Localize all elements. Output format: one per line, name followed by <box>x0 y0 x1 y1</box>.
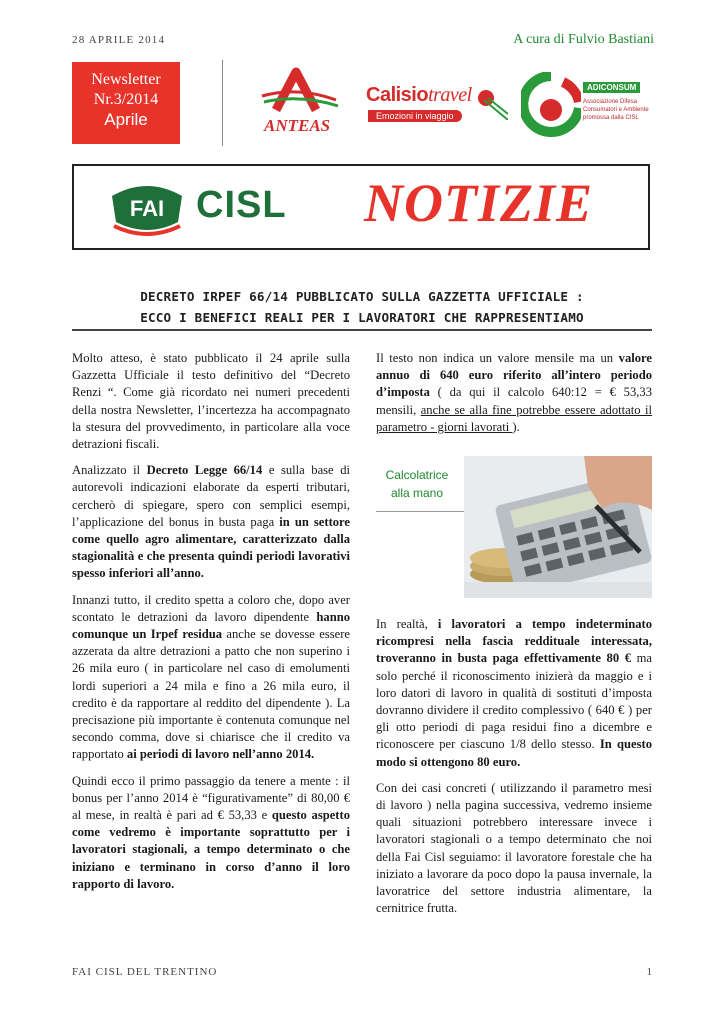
fai-cisl-logo-icon <box>108 176 186 238</box>
right-paragraph-1: Il testo non indica un valore mensile ma un valore annuo di 640 euro riferito all’intero periodo d’imposta ( da qui il calcolo 640:12 = € 53,33 mensili, anche se alla fine potrebbe essere adottato il parametro - giorni lavorati ). <box>376 351 652 434</box>
calculator-photo <box>464 456 652 598</box>
masthead-box <box>72 164 650 250</box>
footer-organization: FAI CISL DEL TRENTINO <box>72 966 218 978</box>
right-paragraph-3: Con dei casi concreti ( utilizzando il parametro mesi di lavoro ) nella pagina successiva, vedremo insieme quali situazioni potrebbero interessare invece i lavoratori stagionali o a tempo determinato che noi della Fai Cisl seguiamo: il lavoratore forestale che ha iniziato a lavorare da poco dopo la pausa invernale, la lavoratrice del settore industria alimentare, la cernitrice frutta. <box>376 780 652 916</box>
header-curator: A cura di Fulvio Bastiani <box>513 32 654 47</box>
article-right-column-bottom <box>376 616 652 926</box>
header-date: 28 APRILE 2014 <box>72 34 166 46</box>
article-headline <box>72 286 652 328</box>
masthead-title: NOTIZIE <box>364 173 594 233</box>
svg-text:FAI: FAI <box>129 196 165 221</box>
headline-line-1: DECRETO IRPEF 66/14 PUBBLICATO SULLA GAZZETTA UFFICIALE : <box>140 289 584 304</box>
header-divider <box>222 60 223 146</box>
calisio-wordmark: Calisiotravel <box>366 84 472 106</box>
calisio-travel-logo <box>366 80 506 128</box>
left-paragraph-1: Molto atteso, è stato pubblicato il 24 aprile sulla Gazzetta Ufficiale il testo definitivo del “Decreto Renzi “. Come già ricordato nei numeri precedenti della nostra Newsletter, l’incertezza ha accompagnato la stesura del provvedimento, in particolare alla voce detrazioni fiscali. <box>72 351 350 452</box>
anteas-wordmark: ANTEAS <box>264 116 331 135</box>
left-paragraph-2: Analizzato il Decreto Legge 66/14 e sulla base di autorevoli indicazioni elaborate da esperti tributari, cercherò di spiegare, spero con semplici esempi, l’applicazione del bonus in busta paga in un settore come quello agro alimentare, caratterizzato dalla stagionalità e che presenta quindi periodi lavorativi spesso inferiori all’anno. <box>72 463 351 581</box>
left-paragraph-4: Quindi ecco il primo passaggio da tenere a mente : il bonus per l’anno 2014 è “figurativamente” di 80,00 € al mese, in realtà è pari ad € 53,33 e questo aspetto come vedremo è importante soprattutto per i lavoratori stagionali, a tempo determinato o che iniziano e terminano in corso d’anno il loro rapporto di lavoro. <box>72 773 350 891</box>
ball-icon <box>474 86 508 120</box>
figure-caption: Calcolatrice alla mano <box>385 468 449 500</box>
adiconsum-title: ADICONSUM <box>583 82 640 93</box>
headline-line-2: ECCO I BENEFICI REALI PER I LAVORATORI CHE RAPPRESENTIAMO <box>140 310 584 325</box>
calisio-tagline: Emozioni in viaggio <box>368 110 462 122</box>
right-paragraph-2: In realtà, i lavoratori a tempo indeterminato ricompresi nella fascia reddituale interessata, troveranno in busta paga effettivamente 80 € ma solo perché il riconoscimento inizierà da maggio e i loro datori di lavoro in qualità di sostituti d’imposta dovranno dividere il credito complessivo ( 640 € ) per gli otto periodi di paga residui fino a dicembre e riconoscere per ciascuno 1/8 dello stesso. In questo modo si ottengono 80 euro. <box>376 617 652 769</box>
adiconsum-subtitle: Associazione Difesa Consumatori e Ambiente promossa dalla CISL <box>583 99 649 121</box>
caption-rule <box>376 511 464 512</box>
newsletter-label: Newsletter <box>91 71 161 88</box>
article-left-column <box>72 350 350 902</box>
cisl-wordmark: CISL <box>196 184 287 226</box>
anteas-logo <box>246 66 346 138</box>
page-number: 1 <box>646 966 652 978</box>
newsletter-month: Aprile <box>104 110 148 129</box>
left-paragraph-3: Innanzi tutto, il credito spetta a coloro che, dopo aver scontato le detrazioni da lavoro dipendente hanno comunque un Irpef residua anche se dovesse essere azzerata da altre detrazioni a patto che non superino i 26 mila euro ( in particolare nel caso di emolumenti lordi superiori a 24 mila e fino a 26 mila euro, il credito è da rapportare al reddito del dipendente ). La precisazione più importante è contenuta comunque nel secondo comma, dove si chiarisce che il credito va rapportato ai periodi di lavoro nell’anno 2014. <box>72 592 350 762</box>
newsletter-issue-box <box>72 62 180 144</box>
article-right-column-top <box>376 350 652 445</box>
headline-rule <box>72 329 652 331</box>
newsletter-number: Nr.3/2014 <box>93 91 159 108</box>
adiconsum-emblem-icon <box>521 72 581 144</box>
adiconsum-logo <box>521 72 657 144</box>
